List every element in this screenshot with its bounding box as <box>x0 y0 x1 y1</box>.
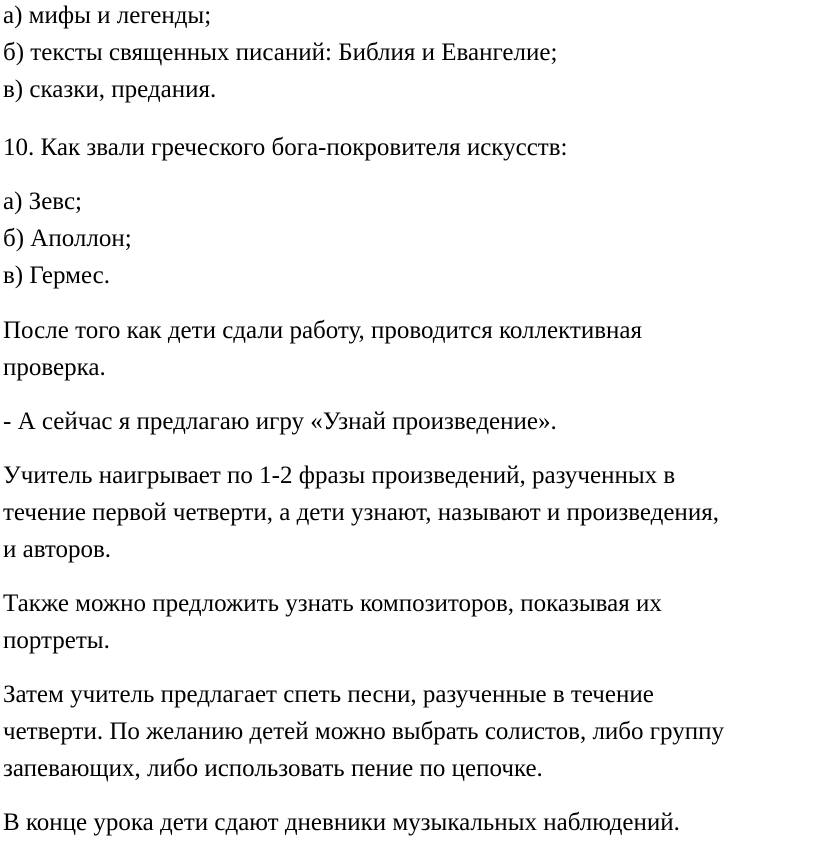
option-b: б) тексты священных писаний: Библия и Евангелие; <box>3 39 558 66</box>
option-b: б) Аполлон; <box>3 225 132 252</box>
answer-options-previous <box>3 0 557 108</box>
paragraph-line: портреты. <box>3 627 110 654</box>
paragraph-game-intro <box>3 403 557 440</box>
paragraph-teacher-plays <box>3 457 719 568</box>
paragraph-line: четверти. По желанию детей можно выбрать солистов, либо группу <box>3 718 724 745</box>
paragraph-line: проверка. <box>3 354 106 381</box>
paragraph-collective-check <box>3 312 642 386</box>
paragraph-singing <box>3 676 724 787</box>
paragraph-line: течение первой четверти, а дети узнают, называют и произведения, <box>3 499 719 526</box>
option-c: в) Гермес. <box>3 262 111 289</box>
paragraph-line: В конце урока дети сдают дневники музыкальных наблюдений. <box>3 809 680 836</box>
answer-options-10 <box>3 183 132 294</box>
paragraph-composers <box>3 585 662 659</box>
paragraph-line: Также можно предложить узнать композиторов, показывая их <box>3 590 662 617</box>
paragraph-lesson-end <box>3 804 680 841</box>
paragraph-line: - А сейчас я предлагаю игру «Узнай произведение». <box>3 408 557 435</box>
option-a: а) мифы и легенды; <box>3 2 212 29</box>
option-a: а) Зевс; <box>3 188 82 215</box>
paragraph-line: После того как дети сдали работу, проводится коллективная <box>3 317 642 344</box>
question-10-text: 10. Как звали греческого бога-покровителя искусств: <box>3 134 568 161</box>
option-c: в) сказки, предания. <box>3 76 217 103</box>
question-10 <box>3 129 567 166</box>
paragraph-line: Учитель наигрывает по 1-2 фразы произведений, разученных в <box>3 462 676 489</box>
paragraph-line: запевающих, либо использовать пение по цепочке. <box>3 755 543 782</box>
paragraph-line: и авторов. <box>3 536 112 563</box>
paragraph-line: Затем учитель предлагает спеть песни, разученные в течение <box>3 681 654 708</box>
